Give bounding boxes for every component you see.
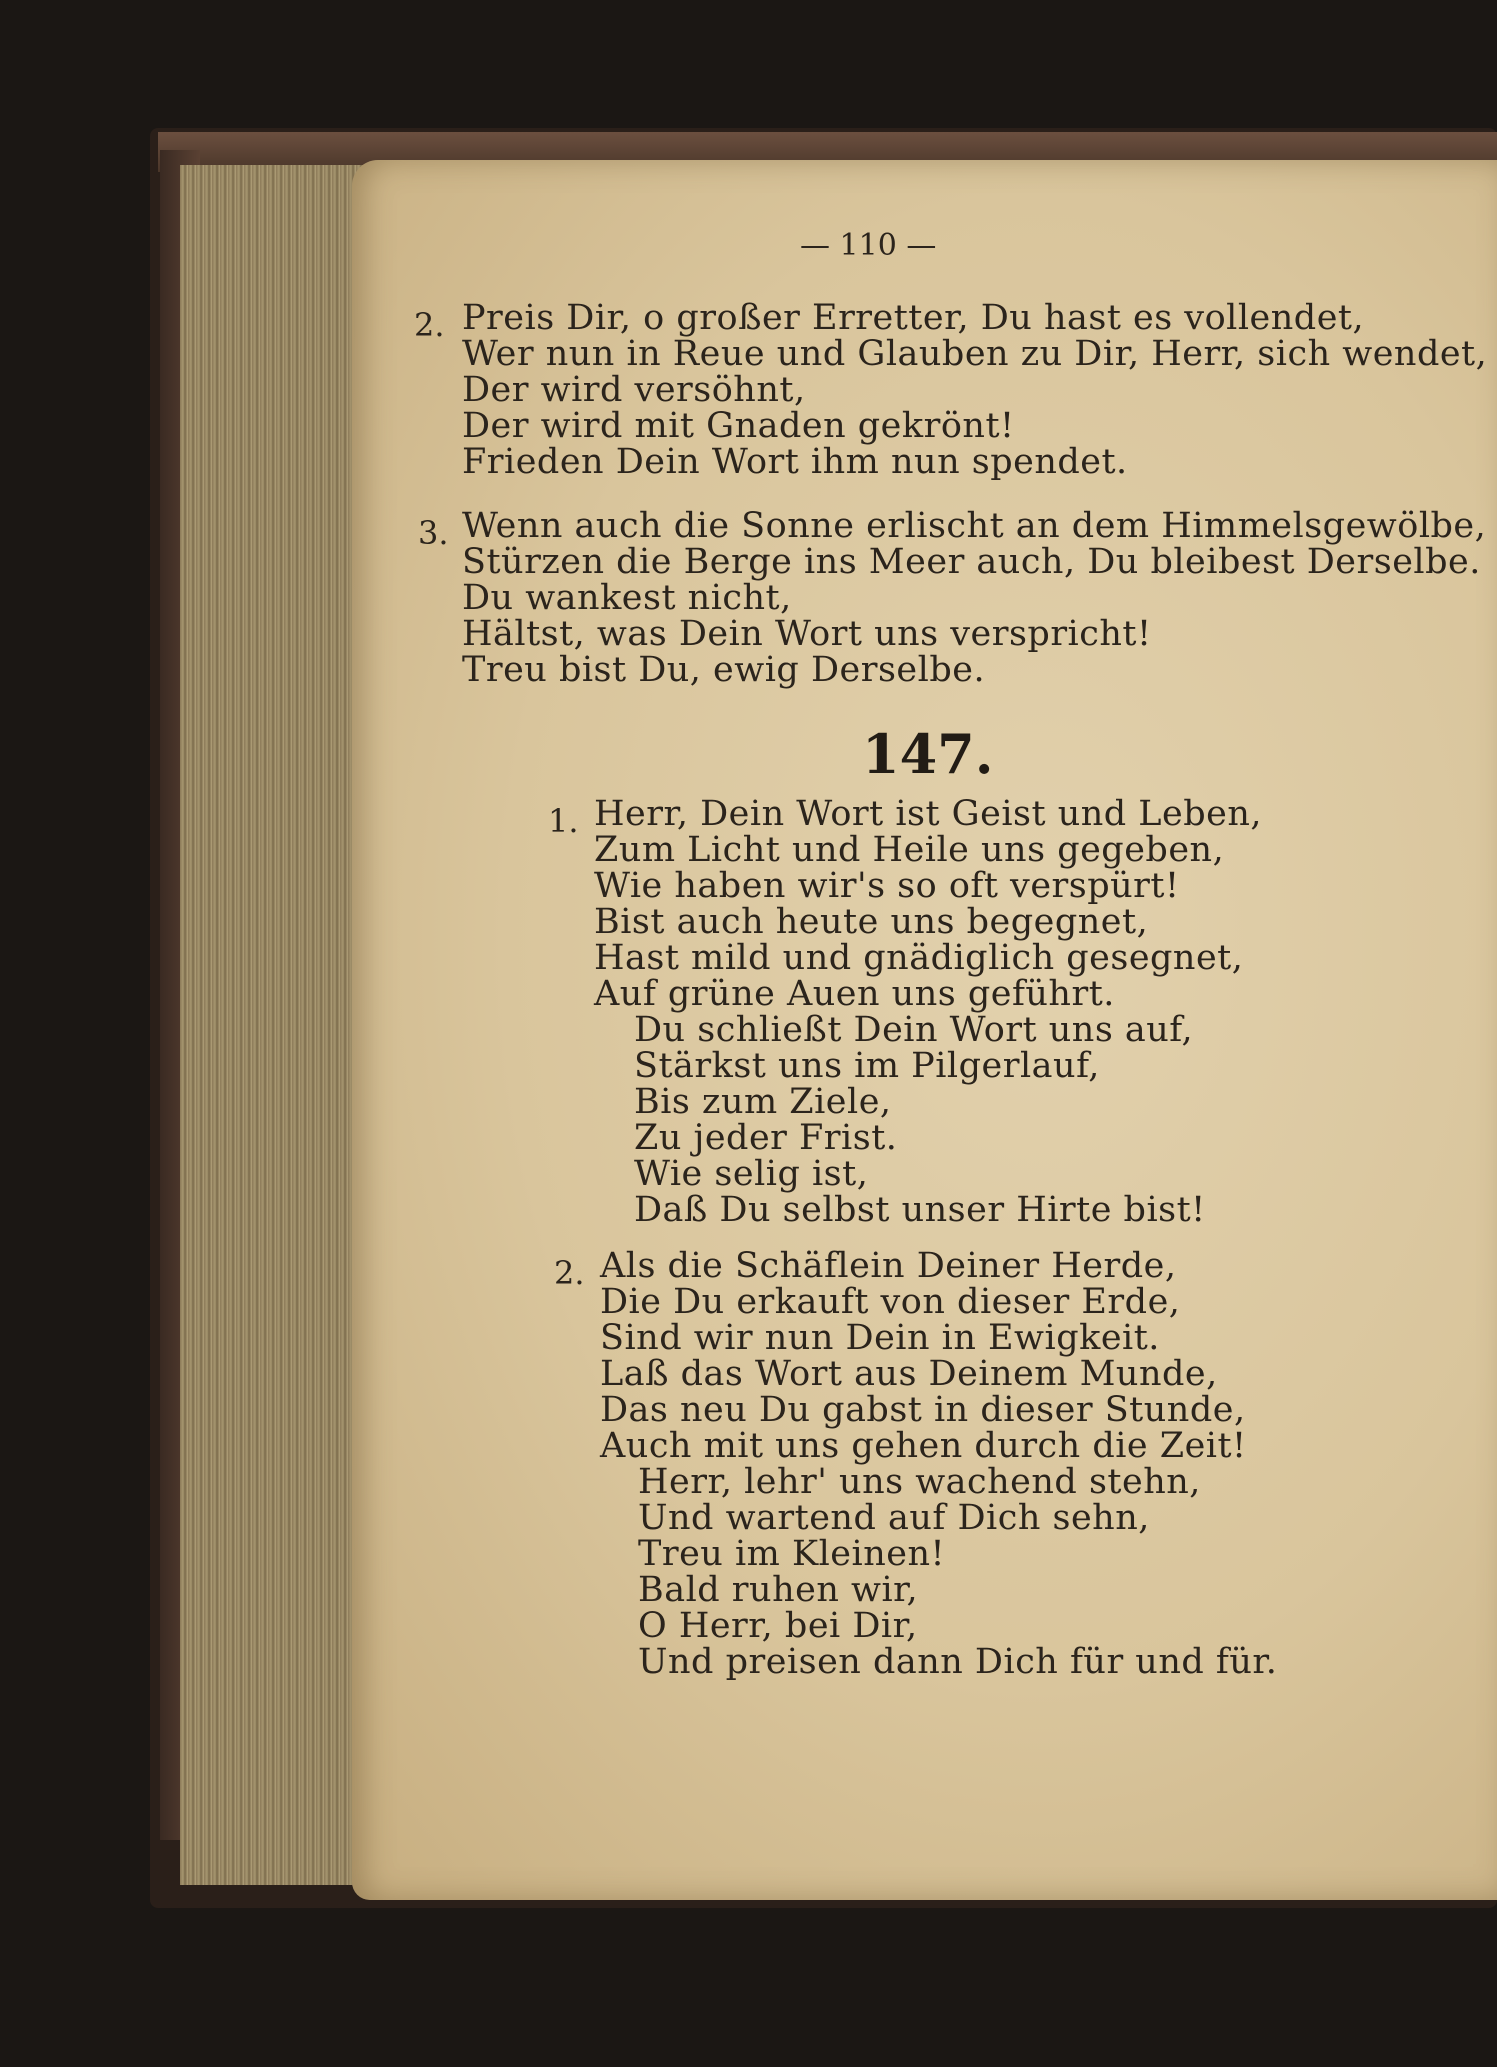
verse-number: 1. bbox=[548, 802, 579, 840]
verse-number: 3. bbox=[418, 514, 449, 552]
refrain-line: O Herr, bei Dir, bbox=[638, 1606, 918, 1646]
verse-line: Sind wir nun Dein in Ewigkeit. bbox=[600, 1318, 1160, 1358]
refrain-line: Daß Du selbst unser Hirte bist! bbox=[634, 1190, 1206, 1230]
verse-text bbox=[600, 1248, 1247, 1464]
verse-line: Auf grüne Auen uns geführt. bbox=[594, 974, 1115, 1014]
verse-line: Hast mild und gnädiglich gesegnet, bbox=[594, 938, 1244, 978]
verse-line: Das neu Du gabst in dieser Stunde, bbox=[600, 1390, 1246, 1430]
hymn-number: 147. bbox=[862, 722, 994, 786]
verse-line: Laß das Wort aus Deinem Munde, bbox=[600, 1354, 1218, 1394]
verse-line: Herr, Dein Wort ist Geist und Leben, bbox=[594, 794, 1263, 834]
verse-line: Hältst, was Dein Wort uns verspricht! bbox=[462, 614, 1152, 654]
verse-text bbox=[594, 796, 1262, 1012]
refrain-line: Wie selig ist, bbox=[634, 1154, 869, 1194]
verse-line: Frieden Dein Wort ihm nun spendet. bbox=[462, 442, 1128, 482]
refrain-line: Stärkst uns im Pilgerlauf, bbox=[634, 1046, 1100, 1086]
verse-line: Stürzen die Berge ins Meer auch, Du bleibest Derselbe. bbox=[462, 542, 1481, 582]
refrain-line: Zu jeder Frist. bbox=[634, 1118, 898, 1158]
verse-line: Der wird mit Gnaden gekrönt! bbox=[462, 406, 1015, 446]
refrain-text bbox=[634, 1012, 1206, 1228]
verse-line: Auch mit uns gehen durch die Zeit! bbox=[600, 1426, 1247, 1466]
refrain-text bbox=[638, 1464, 1277, 1680]
verse-text bbox=[462, 508, 1486, 688]
verse-number: 2. bbox=[554, 1254, 585, 1292]
page-stack-edges bbox=[180, 165, 370, 1885]
verse-line: Du wankest nicht, bbox=[462, 578, 792, 618]
verse-line: Zum Licht und Heile uns gegeben, bbox=[594, 830, 1225, 870]
verse-line: Wer nun in Reue und Glauben zu Dir, Herr, sich wendet, bbox=[462, 334, 1488, 374]
refrain-line: Treu im Kleinen! bbox=[638, 1534, 946, 1574]
refrain-line: Und wartend auf Dich sehn, bbox=[638, 1498, 1150, 1538]
verse-line: Der wird versöhnt, bbox=[462, 370, 806, 410]
verse-line: Wenn auch die Sonne erlischt an dem Himmelsgewölbe, bbox=[462, 506, 1487, 546]
verse-line: Preis Dir, o großer Erretter, Du hast es vollendet, bbox=[462, 298, 1365, 338]
verse-number: 2. bbox=[414, 306, 445, 344]
refrain-line: Herr, lehr' uns wachend stehn, bbox=[638, 1462, 1201, 1502]
page-number: — 110 — bbox=[800, 228, 937, 263]
refrain-line: Bis zum Ziele, bbox=[634, 1082, 892, 1122]
verse-line: Bist auch heute uns begegnet, bbox=[594, 902, 1149, 942]
refrain-line: Du schließt Dein Wort uns auf, bbox=[634, 1010, 1194, 1050]
verse-line: Wie haben wir's so oft verspürt! bbox=[594, 866, 1180, 906]
verse-line: Die Du erkauft von dieser Erde, bbox=[600, 1282, 1181, 1322]
refrain-line: Und preisen dann Dich für und für. bbox=[638, 1642, 1278, 1682]
refrain-line: Bald ruhen wir, bbox=[638, 1570, 919, 1610]
verse-line: Treu bist Du, ewig Derselbe. bbox=[462, 650, 986, 690]
verse-line: Als die Schäflein Deiner Herde, bbox=[600, 1246, 1177, 1286]
verse-text bbox=[462, 300, 1487, 480]
